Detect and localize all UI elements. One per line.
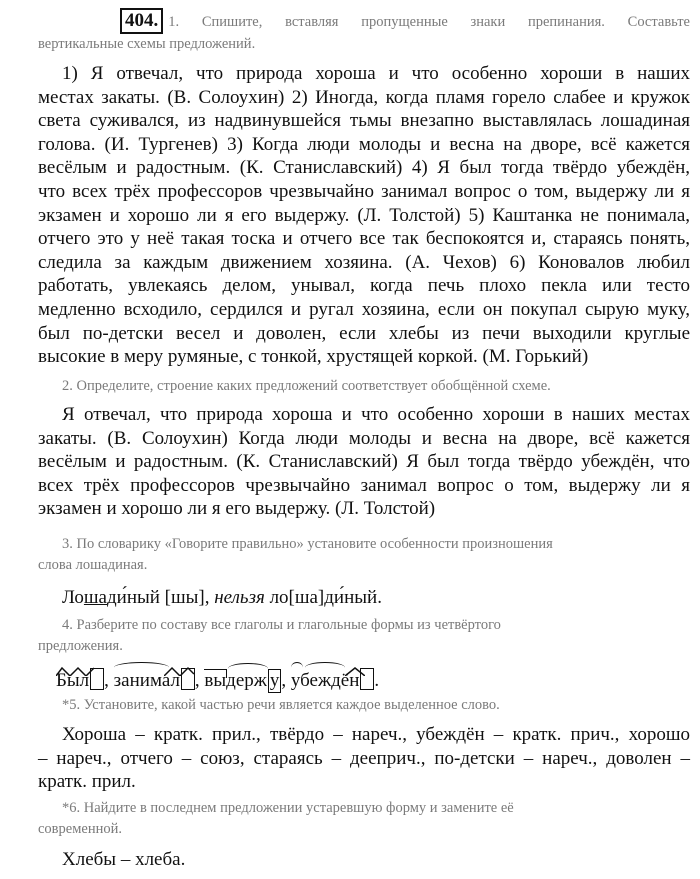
- text-line: Хороша – кратк. прил., твёрдо – нареч., убеждён – кратк. прич., хорошо: [62, 724, 690, 745]
- text-line: был по-детски весел и доволен, если хлебы из печи выходили круглые: [38, 322, 690, 344]
- instruction-line: слова лошадиная.: [38, 557, 148, 573]
- text-line: Я отвечал, что природа хороша и что особенно хороши в наших местах: [62, 404, 690, 425]
- task2-instruction: 2. Определите, строение каких предложений соответствует обобщённой схеме.: [62, 378, 551, 394]
- text-line: отчего это у неё такая тоска и отчего все так беспокоятся и, стараясь понять,: [38, 228, 690, 250]
- task5-text: [38, 723, 690, 794]
- word: занимал: [113, 670, 180, 691]
- task2-text: [38, 403, 690, 521]
- instruction-line: современной.: [38, 821, 122, 837]
- word-byl: [56, 660, 104, 692]
- task3-instruction: [38, 534, 690, 576]
- word-vyderzhu: [204, 661, 281, 693]
- separator: ,: [194, 670, 205, 691]
- task6-answer: Хлебы – хлеба.: [62, 849, 186, 870]
- prefix-arc-icon: [114, 662, 169, 673]
- task6-instruction: [38, 798, 690, 840]
- text-line: высокие в меру румяные, с тонкой, хрустящей коркой. (М. Горький): [38, 346, 589, 368]
- separator: ,: [104, 670, 114, 691]
- instruction-line: 4. Разберите по составу все глаголы и глагольные формы из четвёртого: [62, 617, 501, 633]
- root-arc-icon: [305, 662, 345, 673]
- task4-instruction: [38, 615, 690, 657]
- text-line: следила за каждым движением хозяина. (А. Чехов) 6) Коновалов любил: [38, 251, 690, 273]
- text-line: что всех трёх профессоров чрезвычайно занимал вопрос о том, выдержу ли я: [38, 180, 690, 202]
- text-line: 1) Я отвечал, что природа хороша и что особенно хороши в наших: [62, 63, 690, 84]
- instruction-line: предложения.: [38, 638, 123, 654]
- instruction-line: вертикальные схемы предложений.: [38, 36, 256, 52]
- word: Был: [56, 670, 90, 691]
- root-arc-icon: [228, 663, 268, 674]
- word-ubezhden: [291, 660, 375, 692]
- instruction-line: *6. Найдите в последнем предложении устаревшую форму и замените её: [62, 800, 514, 816]
- exercise-number: 404.: [120, 8, 163, 34]
- text-line: – нареч., отчего – союз, стараясь – дееприч., по-детски – нареч., доволен –: [38, 747, 690, 769]
- answer-part: ша: [83, 587, 107, 608]
- text-line: голова. (И. Тургенев) 3) Когда люди молоды и весна на дворе, всё кажется: [38, 133, 690, 155]
- ending-box: у: [269, 670, 280, 691]
- text-line: кратк. прил.: [38, 771, 136, 793]
- task3-answer: [38, 586, 690, 610]
- word-zanimal: [114, 660, 195, 692]
- answer-part: ди́ный [шы],: [107, 587, 215, 608]
- prefix-arc-icon: [291, 662, 303, 673]
- answer-part: ло[ша]ди́ный.: [264, 587, 382, 608]
- word: убеждён: [290, 670, 360, 691]
- task5-instruction: *5. Установите, какой частью речи является каждое выделенное слово.: [62, 697, 500, 713]
- text-line: работать, увлекаясь делом, унывал, когда печь плохо пекла или тесто: [38, 275, 690, 297]
- prefix-mark-icon: [204, 669, 227, 678]
- text-line: местах закаты. (В. Солоухин) 2) Иногда, когда пламя горело слабее и кружок: [38, 86, 690, 108]
- suffix-mark-icon: [164, 660, 194, 668]
- answer-part: Ло: [62, 587, 84, 608]
- separator: .: [374, 670, 380, 691]
- morpheme-analysis: [56, 660, 379, 693]
- text-line: света суживался, из надвинувшейся тьмы внезапно выставлялась лошадиная: [38, 110, 690, 132]
- instruction-line: 1. Спишите, вставляя пропущенные знаки препинания. Составьте: [168, 14, 690, 30]
- text-line: всех трёх профессоров чрезвычайно занимал вопрос о том, выдержу ли я: [38, 474, 690, 496]
- text-line: экзамен и хорошо ли я его выдержу. (Л. Толстой): [38, 498, 436, 520]
- task1-text: [38, 62, 690, 369]
- word: выдерж: [204, 670, 267, 691]
- text-line: медленно всходило, сердился и ругал хозяина, если он покупал сырую муку,: [38, 298, 690, 320]
- instruction-line: 3. По словарику «Говорите правильно» установите особенности произношения: [62, 536, 553, 552]
- root-mark-icon: [56, 660, 96, 668]
- separator: ,: [281, 670, 291, 691]
- text-line: экзамен и хорошо ли я его выдержу. (Л. Толстой) 5) Каштанка не понимала,: [38, 204, 690, 226]
- suffix-mark-icon: [345, 660, 365, 668]
- answer-part: нельзя: [214, 587, 265, 608]
- task1-instruction: [38, 8, 690, 55]
- text-line: закаты. (В. Солоухин) Когда люди молоды и весна на дворе, всё кажется: [38, 427, 690, 449]
- text-line: весёлым и радостным. (К. Станиславский) 4) Я был тогда твёрдо убеждён,: [38, 157, 690, 179]
- text-line: весёлым и радостным. (К. Станиславский) Я был тогда твёрдо убеждён, что: [38, 451, 690, 473]
